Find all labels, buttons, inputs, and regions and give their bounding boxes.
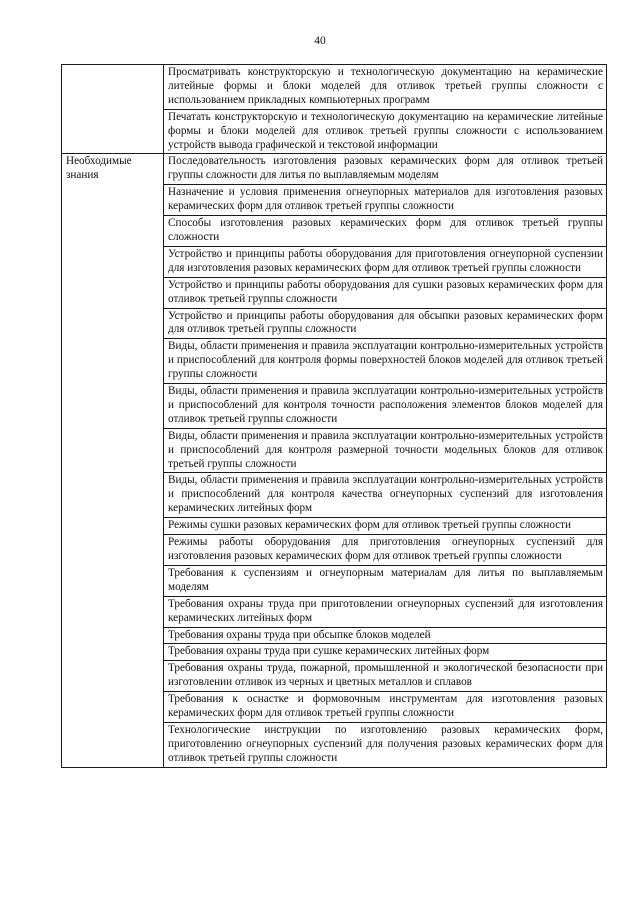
page-number: 40: [314, 35, 326, 47]
requirement-text: Способы изготовления разовых керамических форм для отливок третьей группы сложности: [164, 216, 607, 247]
table-row: [62, 154, 607, 185]
requirement-text: Виды, области применения и правила эксплуатации контрольно-измерительных устройств и приспособлений для контроля размерной точности модельных блоков для отливок третьей группы сложности: [164, 428, 607, 473]
requirement-text: Требования охраны труда, пожарной, промышленной и экологической безопасности при изготовлении отливок из черных и цветных металлов и сплавов: [164, 661, 607, 692]
requirement-text: Устройство и принципы работы оборудования для сушки разовых керамических форм для отливок третьей группы сложности: [164, 277, 607, 308]
requirement-text: Режимы сушки разовых керамических форм для отливок третьей группы сложности: [164, 518, 607, 535]
requirement-text: Требования охраны труда при обсыпке блоков моделей: [164, 627, 607, 644]
requirement-text: Технологические инструкции по изготовлению разовых керамических форм, приготовлению огнеупорных суспензий для получения разовых керамических форм для отливок третьей группы сложности: [164, 722, 607, 767]
requirement-text: Требования охраны труда при приготовлении огнеупорных суспензий для изготовления керамических литейных форм: [164, 596, 607, 627]
requirement-text: Требования к суспензиям и огнеупорным материалам для литья по выплавляемым моделям: [164, 565, 607, 596]
requirement-text: Печатать конструкторскую и технологическую документацию на керамические литейные формы и блоки моделей для отливок третьей группы сложности с использованием устройств вывода графической и текстовой информации: [164, 109, 607, 154]
requirement-text: Устройство и принципы работы оборудования для обсыпки разовых керамических форм для отливок третьей группы сложности: [164, 308, 607, 339]
requirements-table-body: [62, 65, 607, 768]
requirement-text: Требования к оснастке и формовочным инструментам для изготовления разовых керамических форм для отливок третьей группы сложности: [164, 692, 607, 723]
section-label-cell: [62, 65, 164, 154]
table-row: [62, 65, 607, 110]
section-label-cell: Необходимые знания: [62, 154, 164, 767]
requirement-text: Режимы работы оборудования для приготовления огнеупорных суспензий для изготовления разовых керамических форм для отливок третьей группы сложности: [164, 535, 607, 566]
requirement-text: Назначение и условия применения огнеупорных материалов для изготовления разовых керамических форм для отливок третьей группы сложности: [164, 185, 607, 216]
requirement-text: Требования охраны труда при сушке керамических литейных форм: [164, 644, 607, 661]
requirement-text: Виды, области применения и правила эксплуатации контрольно-измерительных устройств и приспособлений для контроля формы поверхностей блоков моделей для отливок третьей группы сложности: [164, 339, 607, 384]
requirements-table: [61, 64, 607, 768]
requirement-text: Просматривать конструкторскую и технологическую документацию на керамические литейные формы и блоки моделей для отливок третьей группы сложности с использованием прикладных компьютерных программ: [164, 65, 607, 110]
requirement-text: Последовательность изготовления разовых керамических форм для отливок третьей группы сложности для литья по выплавляемым моделям: [164, 154, 607, 185]
requirement-text: Виды, области применения и правила эксплуатации контрольно-измерительных устройств и приспособлений для контроля качества огнеупорных суспензий для изготовления керамических литейных форм: [164, 473, 607, 518]
requirement-text: Виды, области применения и правила эксплуатации контрольно-измерительных устройств и приспособлений для контроля точности расположения элементов блоков моделей для отливок третьей группы сложности: [164, 384, 607, 429]
requirement-text: Устройство и принципы работы оборудования для приготовления огнеупорной суспензии для изготовления разовых керамических форм для отливок третьей группы сложности: [164, 246, 607, 277]
